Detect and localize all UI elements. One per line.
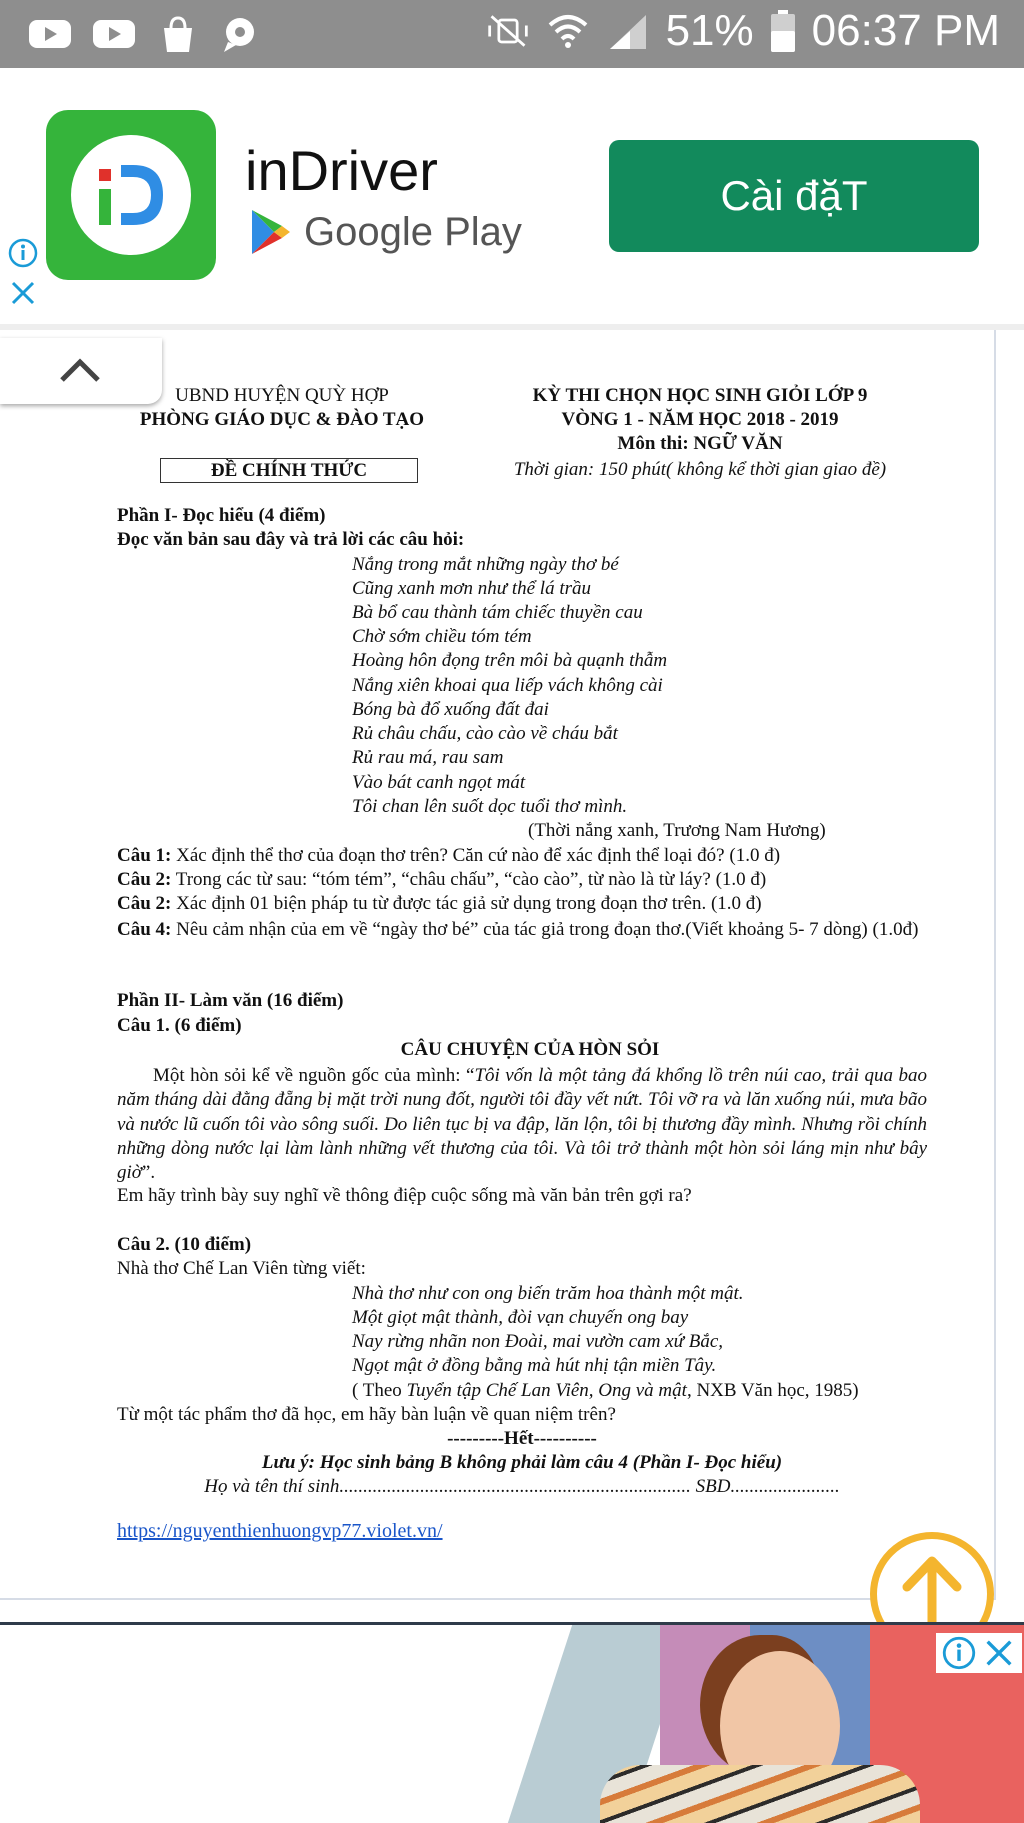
question-text: Xác định thể thơ của đoạn thơ trên? Căn cứ nào để xác định thể loại đó? (1.0 đ) <box>176 845 781 866</box>
battery-icon <box>770 9 796 53</box>
ad-close-icon[interactable] <box>8 278 38 308</box>
google-play-icon <box>248 208 292 256</box>
poem1-line: Vào bát canh ngọt mát <box>352 772 526 793</box>
essay1-title: Câu 1. (6 điểm) <box>117 1015 242 1036</box>
story-text <box>117 1064 927 1185</box>
ad-close-icon[interactable] <box>982 1636 1016 1670</box>
wifi-icon <box>546 11 590 51</box>
question-label: Câu 2: <box>117 893 172 914</box>
status-bar <box>0 0 1024 68</box>
youtube-icon <box>92 14 136 54</box>
poem1-line: Tôi chan lên suốt dọc tuổi thơ mình. <box>352 796 628 817</box>
mute-icon <box>486 11 530 51</box>
header-department: PHÒNG GIÁO DỤC & ĐÀO TẠO <box>139 409 425 430</box>
part1-instruction: Đọc văn bản sau đây và trả lời các câu hỏi: <box>117 529 465 550</box>
story-lead: Một hòn sỏi kể về nguồn gốc của mình: “ <box>153 1065 475 1086</box>
poem1-line: Nắng trong mắt những ngày thơ bé <box>352 554 619 575</box>
app-install-ad[interactable] <box>0 68 1024 330</box>
poem2-source-title: Tuyển tập Chế Lan Viên, Ong và mật <box>406 1380 687 1401</box>
shopping-bag-icon <box>156 14 200 54</box>
exam-round: VÒNG 1 - NĂM HỌC 2018 - 2019 <box>561 409 839 430</box>
poem2-source-c: , NXB Văn học, 1985) <box>686 1380 859 1401</box>
essay2-title: Câu 2. (10 điểm) <box>117 1234 252 1255</box>
signal-icon <box>606 11 650 51</box>
essay1-question: Em hãy trình bày suy nghĩ về thông điệp cuộc sống mà văn bản trên gợi ra? <box>117 1185 692 1206</box>
story-quote: Tôi vốn là một tảng đá khổng lồ trên núi cao, trải qua bao năm tháng dài đằng đẵng bị mặt trời nung đốt, người tôi đầy vết nứt. Tôi vỡ ra và lăn xuống núi, mưa bão và nước lũ cuốn tôi vào sông suối. Do liên tục bị va đập, lăn lộn, tôi bị thương đầy mình. Nhưng rồi chính những dòng nước lại làm lành những vết thương của tôi. Và tôi trở thành một hòn sỏi láng mịn như bây giờ <box>117 1065 927 1184</box>
exam-time: Thời gian: 150 phút( không kể thời gian giao đề) <box>513 459 887 480</box>
install-button[interactable]: Cài đặT <box>609 140 979 252</box>
question-label: Câu 2: <box>117 869 172 890</box>
essay2-question: Từ một tác phẩm thơ đã học, em hãy bàn luận về quan niệm trên? <box>117 1404 616 1425</box>
battery-percent: 51% <box>665 6 754 55</box>
poem1-line: Chờ sớm chiều tóm tém <box>352 626 532 647</box>
poem2-line: Một giọt mật thành, đòi vạn chuyến ong bay <box>352 1307 689 1328</box>
clock: 06:37 PM <box>811 6 1000 55</box>
poem2-line: Ngọt mật ở đồng bằng mà hút nhị tận miền Tây. <box>352 1355 717 1376</box>
question-2 <box>117 870 766 889</box>
header-district: UBND HUYỆN QUỲ HỢP <box>175 385 389 406</box>
poem1-line: Bà bổ cau thành tám chiếc thuyền cau <box>352 602 643 623</box>
essay2-intro: Nhà thơ Chế Lan Viên từng viết: <box>117 1258 366 1279</box>
poem1-line: Nắng xiên khoai qua liếp vách không cài <box>352 675 663 696</box>
youtube-icon <box>28 14 72 54</box>
app-name: inDriver <box>245 139 438 202</box>
poem2-line: Nhà thơ như con ong biến trăm hoa thành một mật. <box>352 1283 744 1304</box>
app-icon[interactable] <box>46 110 216 280</box>
question-text: Trong các từ sau: “tóm tém”, “châu chấu”, “cào cào”, từ nào là từ láy? (1.0 đ) <box>175 869 767 890</box>
story-end: ”. <box>141 1162 156 1184</box>
question-1 <box>117 846 780 865</box>
chevron-up-icon <box>58 356 102 384</box>
official-label: ĐỀ CHÍNH THỨC <box>160 458 418 483</box>
end-mark: ---------Hết---------- <box>447 1428 597 1449</box>
indriver-logo-icon <box>71 135 191 255</box>
question-label: Câu 4: <box>117 919 172 940</box>
poem2-line: Nay rừng nhãn non Đoài, mai vườn cam xứ Bắc, <box>352 1331 724 1352</box>
part1-title: Phần I- Đọc hiểu (4 điểm) <box>117 505 326 526</box>
ad-info-icon[interactable] <box>942 1636 976 1670</box>
poem1-line: Bóng bà đổ xuống đất đai <box>352 699 549 720</box>
ad-info-icon[interactable] <box>8 238 38 268</box>
question-text: Nêu cảm nhận của em về “ngày thơ bé” của tác giả trong đoạn thơ.(Viết khoảng 5- 7 dòng) (1.0đ) <box>176 919 919 940</box>
question-4 <box>117 918 927 942</box>
poem1-line: Cũng xanh mơn như thể lá trầu <box>352 578 591 599</box>
chat-icon <box>220 14 264 54</box>
poem1-line: Hoàng hôn đọng trên môi bà quạnh thẫm <box>352 650 668 671</box>
question-3 <box>117 894 762 913</box>
source-link[interactable]: https://nguyenthienhuongvp77.violet.vn/ <box>117 1520 443 1542</box>
banner-ad[interactable] <box>0 1622 1024 1823</box>
store-badge <box>248 208 522 256</box>
banner-ad-controls <box>936 1633 1022 1673</box>
part2-title: Phần II- Làm văn (16 điểm) <box>117 990 344 1011</box>
poem2-source-a: ( Theo <box>352 1380 407 1401</box>
question-label: Câu 1: <box>117 845 172 866</box>
poem1-source: (Thời nắng xanh, Trương Nam Hương) <box>528 820 826 841</box>
candidate-line: Họ và tên thí sinh.......................................................................... SBD....................... <box>204 1476 840 1497</box>
store-name: Google Play <box>304 209 522 254</box>
exam-subject: Môn thi: NGỮ VĂN <box>617 433 783 454</box>
poem1-line: Rủ châu chấu, cào cào về cháu bắt <box>352 723 618 744</box>
note: Lưu ý: Học sinh bảng B không phải làm câu 4 (Phần I- Đọc hiểu) <box>261 1452 783 1473</box>
banner-model-shirt <box>600 1765 920 1823</box>
poem2-source <box>352 1381 859 1400</box>
question-text: Xác định 01 biện pháp tu từ được tác giả sử dụng trong đoạn thơ trên. (1.0 đ) <box>176 893 762 914</box>
poem1-line: Rủ rau má, rau sam <box>352 747 504 768</box>
exam-title: KỲ THI CHỌN HỌC SINH GIỎI LỚP 9 <box>532 385 868 406</box>
story-title: CÂU CHUYỆN CỦA HÒN SỎI <box>400 1039 660 1060</box>
